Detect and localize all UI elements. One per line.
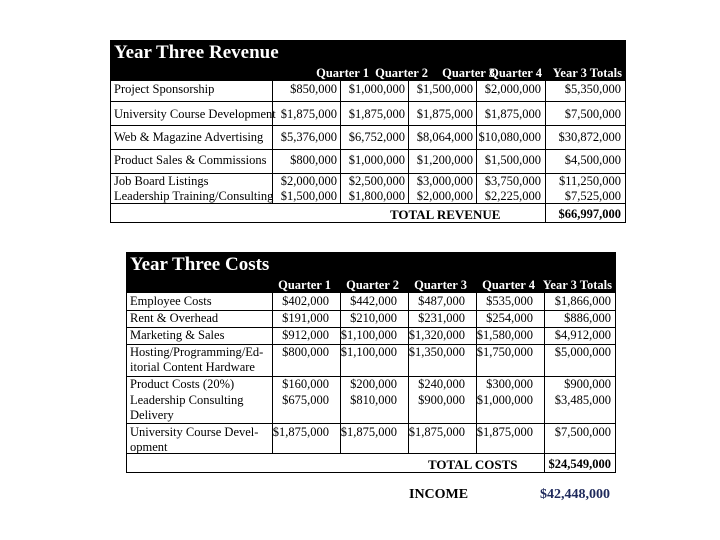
costs-cell: $1,875,000 xyxy=(272,425,329,439)
costs-cell: $1,875,000 xyxy=(340,425,397,439)
revenue-cell: $850,000 xyxy=(290,82,337,96)
revenue-cell: $5,350,000 xyxy=(564,82,621,96)
costs-cell: $402,000 xyxy=(282,294,329,308)
costs-cell: $675,000 xyxy=(282,393,329,407)
revenue-cell: $3,750,000 xyxy=(484,174,541,188)
rev-col-sep xyxy=(408,81,409,203)
costs-row-label: Marketing & Sales xyxy=(130,328,225,342)
revenue-cell: $30,872,000 xyxy=(558,130,621,144)
revenue-cell: $1,500,000 xyxy=(416,82,473,96)
costs-title-bar xyxy=(127,253,615,277)
costs-cell: $210,000 xyxy=(350,311,397,325)
costs-cell: $240,000 xyxy=(418,377,465,391)
costs-row-label: Leadership Consulting xyxy=(130,393,244,407)
revenue-row-label: Leadership Training/Consulting xyxy=(114,189,274,203)
costs-header-q1: Quarter 1 xyxy=(278,278,331,292)
rev-row-sep xyxy=(111,125,625,126)
revenue-table xyxy=(110,40,626,223)
revenue-header-q2: Quarter 2 xyxy=(375,66,428,80)
costs-header-q3: Quarter 3 xyxy=(414,278,467,292)
revenue-row-label: University Course Development xyxy=(114,107,276,121)
revenue-cell: $2,225,000 xyxy=(484,189,541,203)
rev-row-sep xyxy=(111,101,625,102)
cost-row-sep xyxy=(127,423,615,424)
revenue-cell: $1,500,000 xyxy=(484,153,541,167)
revenue-cell: $5,376,000 xyxy=(280,130,337,144)
costs-cell: $254,000 xyxy=(486,311,533,325)
revenue-cell: $2,500,000 xyxy=(348,174,405,188)
revenue-row-label: Web & Magazine Advertising xyxy=(114,130,264,144)
revenue-cell: $11,250,000 xyxy=(558,174,621,188)
costs-cell: $1,100,000 xyxy=(340,345,397,359)
costs-cell: $4,912,000 xyxy=(554,328,611,342)
revenue-cell: $10,080,000 xyxy=(478,130,541,144)
total-costs-label: TOTAL COSTS xyxy=(428,457,518,472)
revenue-header-row xyxy=(111,65,625,81)
revenue-cell: $1,000,000 xyxy=(348,82,405,96)
costs-header-total: Year 3 Totals xyxy=(542,278,612,292)
revenue-cell: $1,800,000 xyxy=(348,189,405,203)
income-label: INCOME xyxy=(409,487,469,502)
revenue-title: Year Three Revenue xyxy=(114,42,279,63)
costs-cell: $487,000 xyxy=(418,294,465,308)
costs-row-label: Rent & Overhead xyxy=(130,311,219,325)
rev-col-sep xyxy=(545,81,546,223)
revenue-cell: $4,500,000 xyxy=(564,153,621,167)
revenue-cell: $2,000,000 xyxy=(484,82,541,96)
costs-cell: $5,000,000 xyxy=(554,345,611,359)
revenue-cell: $2,000,000 xyxy=(280,174,337,188)
revenue-cell: $2,000,000 xyxy=(416,189,473,203)
revenue-row-label: Job Board Listings xyxy=(114,174,209,188)
costs-cell: $200,000 xyxy=(350,377,397,391)
revenue-cell: $800,000 xyxy=(290,153,337,167)
costs-cell: $1,875,000 xyxy=(476,425,533,439)
costs-header-q4: Quarter 4 xyxy=(482,278,535,292)
revenue-header-q4: Quarter 4 xyxy=(489,66,542,80)
costs-cell: $810,000 xyxy=(350,393,397,407)
revenue-cell: $1,500,000 xyxy=(280,189,337,203)
costs-cell: $912,000 xyxy=(282,328,329,342)
costs-cell: $3,485,000 xyxy=(554,393,611,407)
costs-cell: $1,320,000 xyxy=(408,328,465,342)
costs-row-label-line2: itorial Content Hardware xyxy=(130,360,255,374)
revenue-cell: $1,875,000 xyxy=(416,107,473,121)
costs-cell: $442,000 xyxy=(350,294,397,308)
costs-cell: $886,000 xyxy=(564,311,611,325)
cost-row-sep xyxy=(127,453,615,454)
costs-cell: $900,000 xyxy=(418,393,465,407)
costs-title: Year Three Costs xyxy=(130,254,270,275)
costs-cell: $800,000 xyxy=(282,345,329,359)
revenue-header-q1: Quarter 1 xyxy=(316,66,369,80)
costs-header-row xyxy=(127,277,615,293)
revenue-cell: $8,064,000 xyxy=(416,130,473,144)
revenue-cell: $1,875,000 xyxy=(348,107,405,121)
costs-cell: $1,875,000 xyxy=(408,425,465,439)
costs-row-label: Employee Costs xyxy=(130,294,212,308)
revenue-cell: $3,000,000 xyxy=(416,174,473,188)
costs-row-label-line2: Delivery xyxy=(130,408,174,422)
costs-cell: $900,000 xyxy=(564,377,611,391)
revenue-cell: $1,000,000 xyxy=(348,153,405,167)
revenue-cell: $7,525,000 xyxy=(564,189,621,203)
costs-cell: $191,000 xyxy=(282,311,329,325)
costs-cell: $231,000 xyxy=(418,311,465,325)
costs-cell: $1,866,000 xyxy=(554,294,611,308)
revenue-cell: $1,200,000 xyxy=(416,153,473,167)
costs-cell: $1,100,000 xyxy=(340,328,397,342)
total-costs-value: $24,549,000 xyxy=(548,457,611,471)
revenue-cell: $7,500,000 xyxy=(564,107,621,121)
costs-cell: $1,580,000 xyxy=(476,328,533,342)
costs-row-label: Product Costs (20%) xyxy=(130,377,235,391)
income-value: $42,448,000 xyxy=(540,487,610,502)
costs-cell: $1,350,000 xyxy=(408,345,465,359)
rev-row-sep xyxy=(111,149,625,150)
total-revenue-value: $66,997,000 xyxy=(558,207,621,221)
revenue-cell: $6,752,000 xyxy=(348,130,405,144)
rev-col-sep xyxy=(476,81,477,203)
revenue-title-bar xyxy=(111,41,625,65)
costs-cell: $7,500,000 xyxy=(554,425,611,439)
revenue-row-label: Product Sales & Commissions xyxy=(114,153,267,167)
costs-cell: $535,000 xyxy=(486,294,533,308)
costs-cell: $1,750,000 xyxy=(476,345,533,359)
revenue-header-q3: Quarter 3 xyxy=(442,66,495,80)
costs-header-q2: Quarter 2 xyxy=(346,278,399,292)
costs-cell: $1,000,000 xyxy=(476,393,533,407)
rev-col-sep xyxy=(272,81,273,203)
cost-col-sep xyxy=(544,293,545,473)
costs-cell: $300,000 xyxy=(486,377,533,391)
revenue-cell: $1,875,000 xyxy=(484,107,541,121)
revenue-cell: $1,875,000 xyxy=(280,107,337,121)
costs-cell: $160,000 xyxy=(282,377,329,391)
costs-table xyxy=(126,252,616,473)
costs-row-label-line2: opment xyxy=(130,440,168,454)
revenue-row-label: Project Sponsorship xyxy=(114,82,215,96)
costs-row-label: Hosting/Programming/Ed- xyxy=(130,345,264,359)
total-revenue-label: TOTAL REVENUE xyxy=(390,207,501,222)
costs-row-label: University Course Devel- xyxy=(130,425,259,439)
rev-col-sep xyxy=(340,81,341,203)
revenue-header-total: Year 3 Totals xyxy=(552,66,622,80)
